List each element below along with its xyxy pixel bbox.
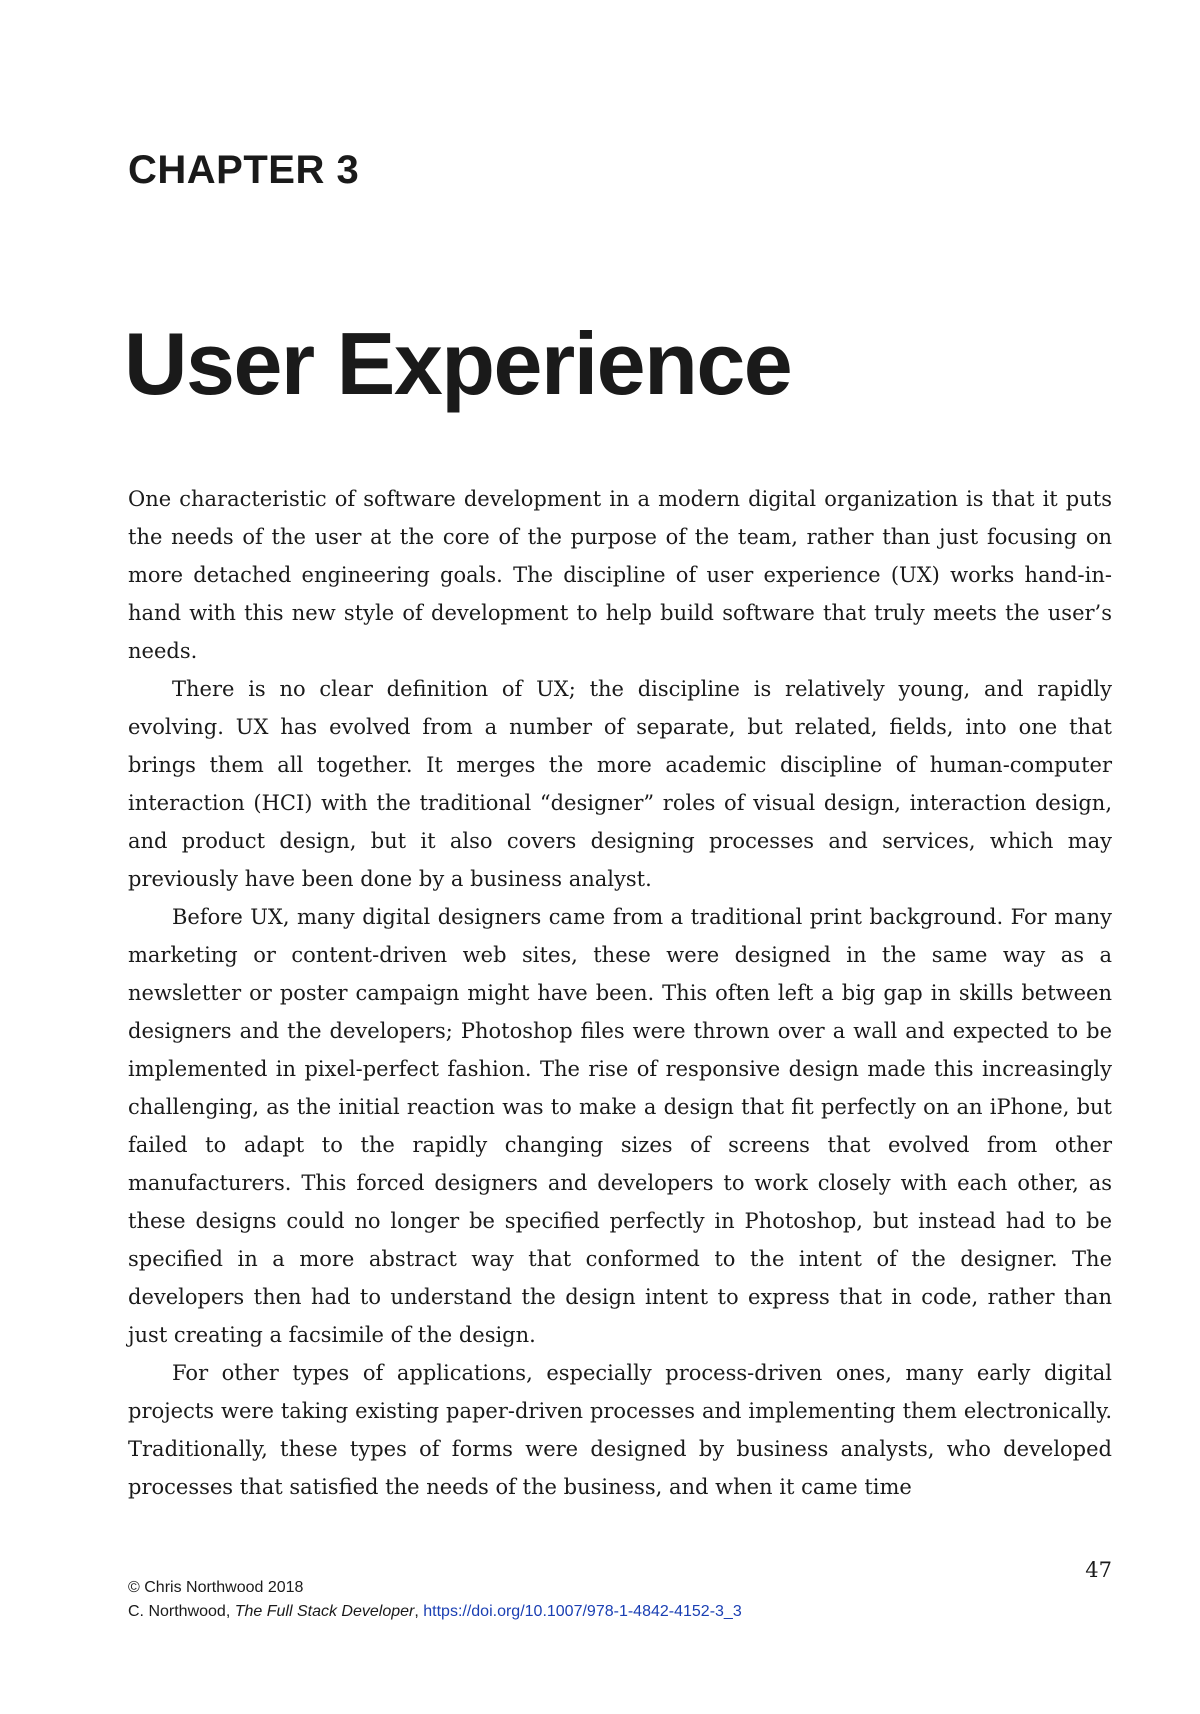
paragraph-2: There is no clear definition of UX; the discipline is relatively young, and rapidly evolving. UX has evolved from a number of separate, but related, fields, into one that brings them all together. It merges the more academic discipline of human-computer interaction (HCI) with the traditional “designer” roles of visual design, interaction design, and product design, but it also covers designing processes and services, which may previously have been done by a business analyst. [128,677,1112,891]
page-number: 47 [1085,1558,1112,1582]
body-text [128,480,1112,1506]
paragraph-1: One characteristic of software development in a modern digital organization is that it puts the needs of the user at the core of the purpose of the team, rather than just focusing on more detached engineering goals. The discipline of user experience (UX) works hand-in-hand with this new style of development to help build software that truly meets the user’s needs. [128,487,1112,663]
chapter-title: User Experience [124,314,792,413]
paragraph-3: Before UX, many digital designers came from a traditional print background. For many marketing or content-driven web sites, these were designed in the same way as a newsletter or poster campaign might have been. This often left a big gap in skills between designers and the developers; Photoshop files were thrown over a wall and expected to be implemented in pixel-perfect fashion. The rise of responsive design made this increasingly challenging, as the initial reaction was to make a design that fit perfectly on an iPhone, but failed to adapt to the rapidly changing sizes of screens that evolved from other manufacturers. This forced designers and developers to work closely with each other, as these designs could no longer be specified perfectly in Photoshop, but instead had to be specified in a more abstract way that conformed to the intent of the designer. The developers then had to understand the design intent to express that in code, rather than just creating a facsimile of the design. [128,905,1112,1347]
chapter-label: CHAPTER 3 [128,148,360,192]
citation-line [128,1600,742,1624]
book-title: The Full Stack Developer [234,1603,415,1620]
doi-link[interactable]: https://doi.org/10.1007/978-1-4842-4152-3_3 [423,1603,742,1620]
copyright-notice: © Chris Northwood 2018 [128,1579,304,1596]
footer [128,1576,742,1624]
paragraph-4: For other types of applications, especially process-driven ones, many early digital projects were taking existing paper-driven processes and implementing them electronically. Traditionally, these types of forms were designed by business analysts, who developed processes that satisfied the needs of the business, and when it came time [128,1361,1112,1499]
citation-separator: , [414,1603,424,1620]
citation-author: C. Northwood, [128,1603,235,1620]
